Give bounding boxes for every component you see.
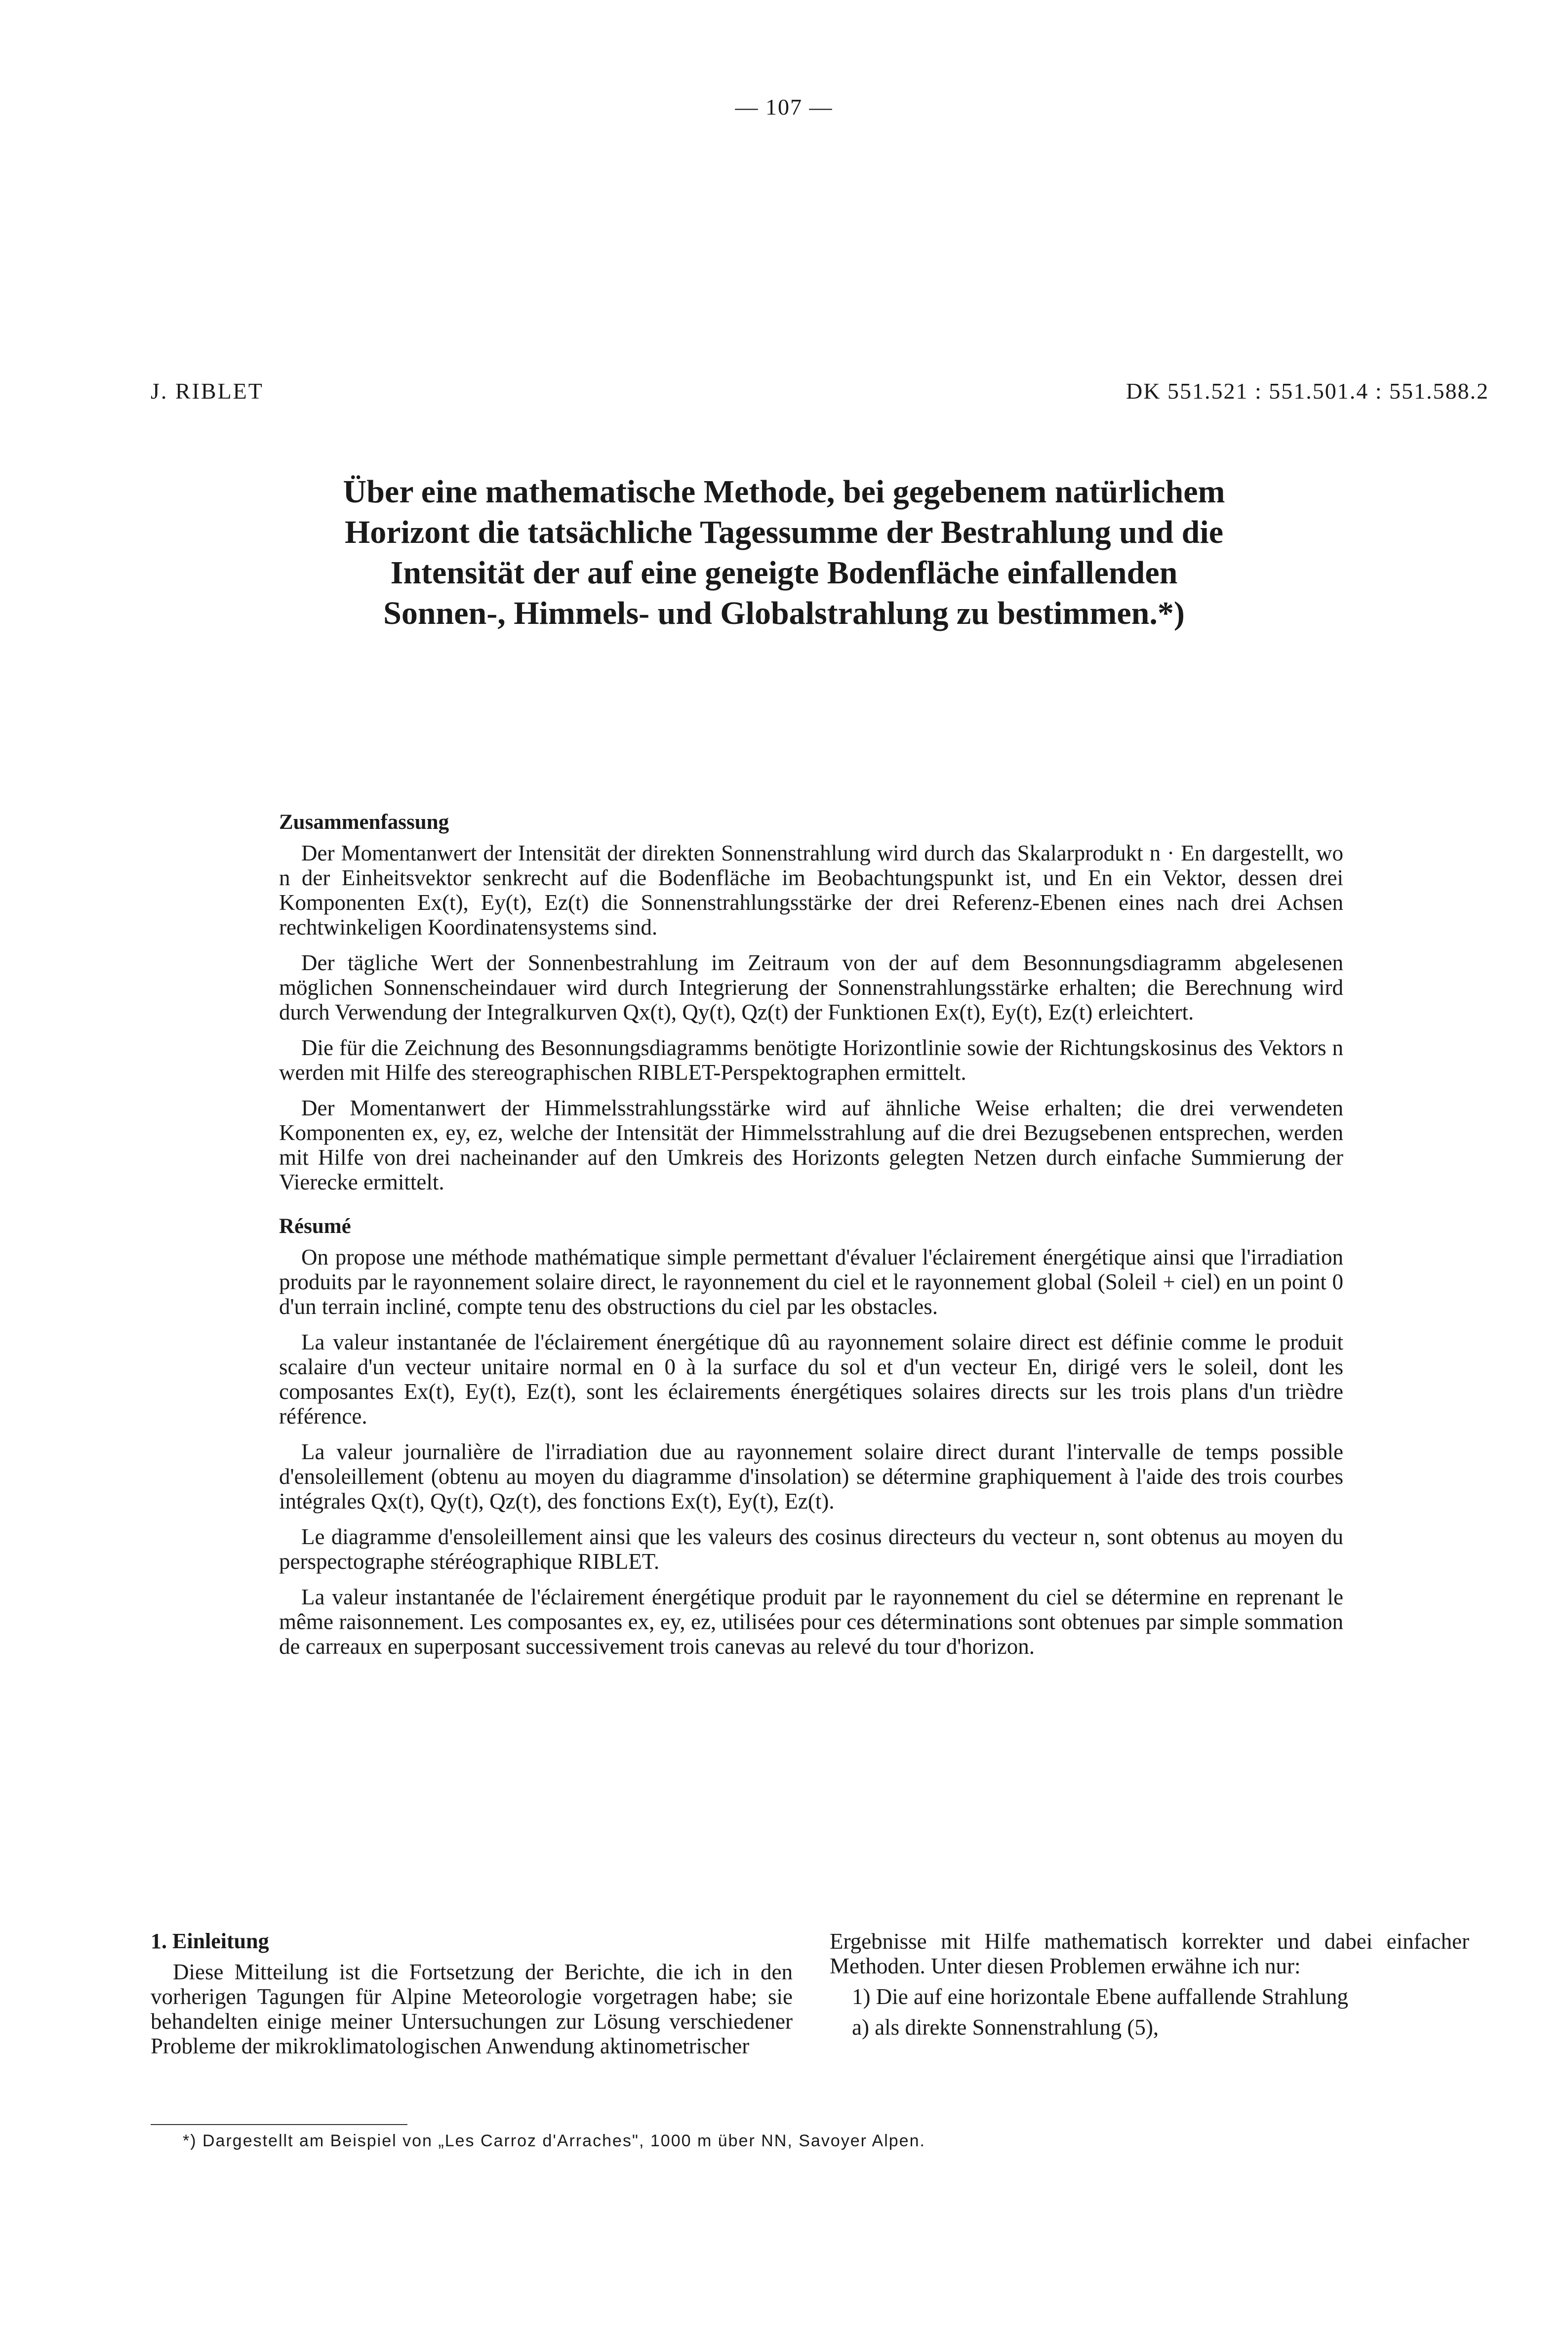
zusammenfassung-paragraph: Der tägliche Wert der Sonnenbestrahlung im Zeitraum von der auf dem Besonnungsdiagramm abgelesenen möglichen Sonnenscheindauer wird durch Integrierung der Sonnenstrahlungsstärke erhalten; die Berechnung wird durch Verwendung der Integralkurven Qx(t), Qy(t), Qz(t) der Funktionen Ex(t), Ey(t), Ez(t) erleichtert. (279, 950, 1343, 1024)
body-paragraph: Diese Mitteilung ist die Fortsetzung der Berichte, die ich in den vorherigen Tagungen für Alpine Meteorologie vorgetragen habe; sie behandelten einige meiner Untersuchungen zur Lösung verschiedener Probleme der mikroklimatologischen Anwendung aktinometrischer (151, 1960, 793, 2058)
zusammenfassung-paragraph: Der Momentanwert der Intensität der direkten Sonnenstrahlung wird durch das Skalarprodukt n · En dargestellt, wo n der Einheitsvektor senkrecht auf die Bodenfläche im Beobachtungspunkt ist, und En ein Vektor, dessen drei Komponenten Ex(t), Ey(t), Ez(t) die Sonnenstrahlungsstärke der drei Referenz-Ebenen eines nach drei Achsen rechtwinkeligen Koordinatensystems sind. (279, 841, 1343, 940)
abstract (279, 810, 1343, 1670)
title-line: Sonnen-, Himmels- und Globalstrahlung zu bestimmen.*) (383, 595, 1185, 631)
resume-paragraph: La valeur instantanée de l'éclairement énergétique produit par le rayonnement du ciel se détermine en reprenant le même raisonnement. Les composantes ex, ey, ez, utilisées pour ces déterminations sont obtenues par simple sommation de carreaux en superposant successivement trois canevas au relevé du tour d'horizon. (279, 1585, 1343, 1659)
section-1-left-column (151, 1929, 793, 2058)
resume-paragraph: La valeur instantanée de l'éclairement énergétique dû au rayonnement solaire direct est définie comme le produit scalaire d'un vecteur unitaire normal en 0 à la surface du sol et d'un vecteur En, dirigé vers le soleil, dont les composantes Ex(t), Ey(t), Ez(t), sont les éclairements énergétiques solaires directs sur les trois plans d'un trièdre référence. (279, 1330, 1343, 1429)
resume-paragraph: On propose une méthode mathématique simple permettant d'évaluer l'éclairement énergétique ainsi que l'irradiation produits par le rayonnement solaire direct, le rayonnement du ciel et le rayonnement global (Soleil + ciel) en un point 0 d'un terrain incliné, compte tenu des obstructions du ciel par les obstacles. (279, 1245, 1343, 1319)
title-line: Intensität der auf eine geneigte Bodenfläche einfallenden (390, 555, 1178, 591)
zusammenfassung-heading: Zusammenfassung (279, 811, 449, 834)
section-title: 1. Einleitung (151, 1929, 269, 1953)
paper-title (198, 472, 1370, 634)
zusammenfassung-paragraph: Der Momentanwert der Himmelsstrahlungsstärke wird auf ähnliche Weise erhalten; die drei verwendeten Komponenten ex, ey, ez, welche der Intensität der Himmelsstrahlung auf die drei Bezugsebenen entsprechen, werden mit Hilfe von drei nacheinander auf den Umkreis des Horizonts gelegten Netzen durch einfache Summierung der Vierecke ermittelt. (279, 1096, 1343, 1194)
page-number: — 107 — (735, 94, 833, 120)
section-1-right-column (830, 1929, 1469, 2040)
title-line: Horizont die tatsächliche Tagessumme der Bestrahlung und die (344, 514, 1224, 550)
list-subitem: a) als direkte Sonnenstrahlung (5), (852, 2015, 1159, 2040)
resume-paragraph: La valeur journalière de l'irradiation due au rayonnement solaire direct durant l'intervalle de temps possible d'ensoleillement (obtenu au moyen du diagramme d'insolation) se détermine graphiquement à l'aide des trois courbes intégrales Qx(t), Qy(t), Qz(t), des fonctions Ex(t), Ey(t), Ez(t). (279, 1439, 1343, 1514)
body-paragraph: Ergebnisse mit Hilfe mathematisch korrekter und dabei einfacher Methoden. Unter diesen Problemen erwähne ich nur: (830, 1929, 1469, 1978)
resume-paragraph: Le diagramme d'ensoleillement ainsi que les valeurs des cosinus directeurs du vecteur n, sont obtenus au moyen du perspectographe stéréographique RIBLET. (279, 1524, 1343, 1574)
dk-classification: DK 551.521 : 551.501.4 : 551.588.2 (1126, 378, 1489, 404)
title-line: Über eine mathematische Methode, bei gegebenem natürlichem (343, 474, 1225, 510)
list-item: 1) Die auf eine horizontale Ebene auffallende Strahlung (852, 1984, 1349, 2009)
resume-heading: Résumé (279, 1215, 351, 1238)
author: J. RIBLET (151, 378, 264, 404)
footnote: *) Dargestellt am Beispiel von „Les Carroz d'Arraches", 1000 m über NN, Savoyer Alpen. (183, 2131, 925, 2150)
footnote-rule (151, 2124, 407, 2125)
zusammenfassung-paragraph: Die für die Zeichnung des Besonnungsdiagramms benötigte Horizontlinie sowie der Richtungskosinus des Vektors n werden mit Hilfe des stereographischen RIBLET-Perspektographen ermittelt. (279, 1035, 1343, 1085)
